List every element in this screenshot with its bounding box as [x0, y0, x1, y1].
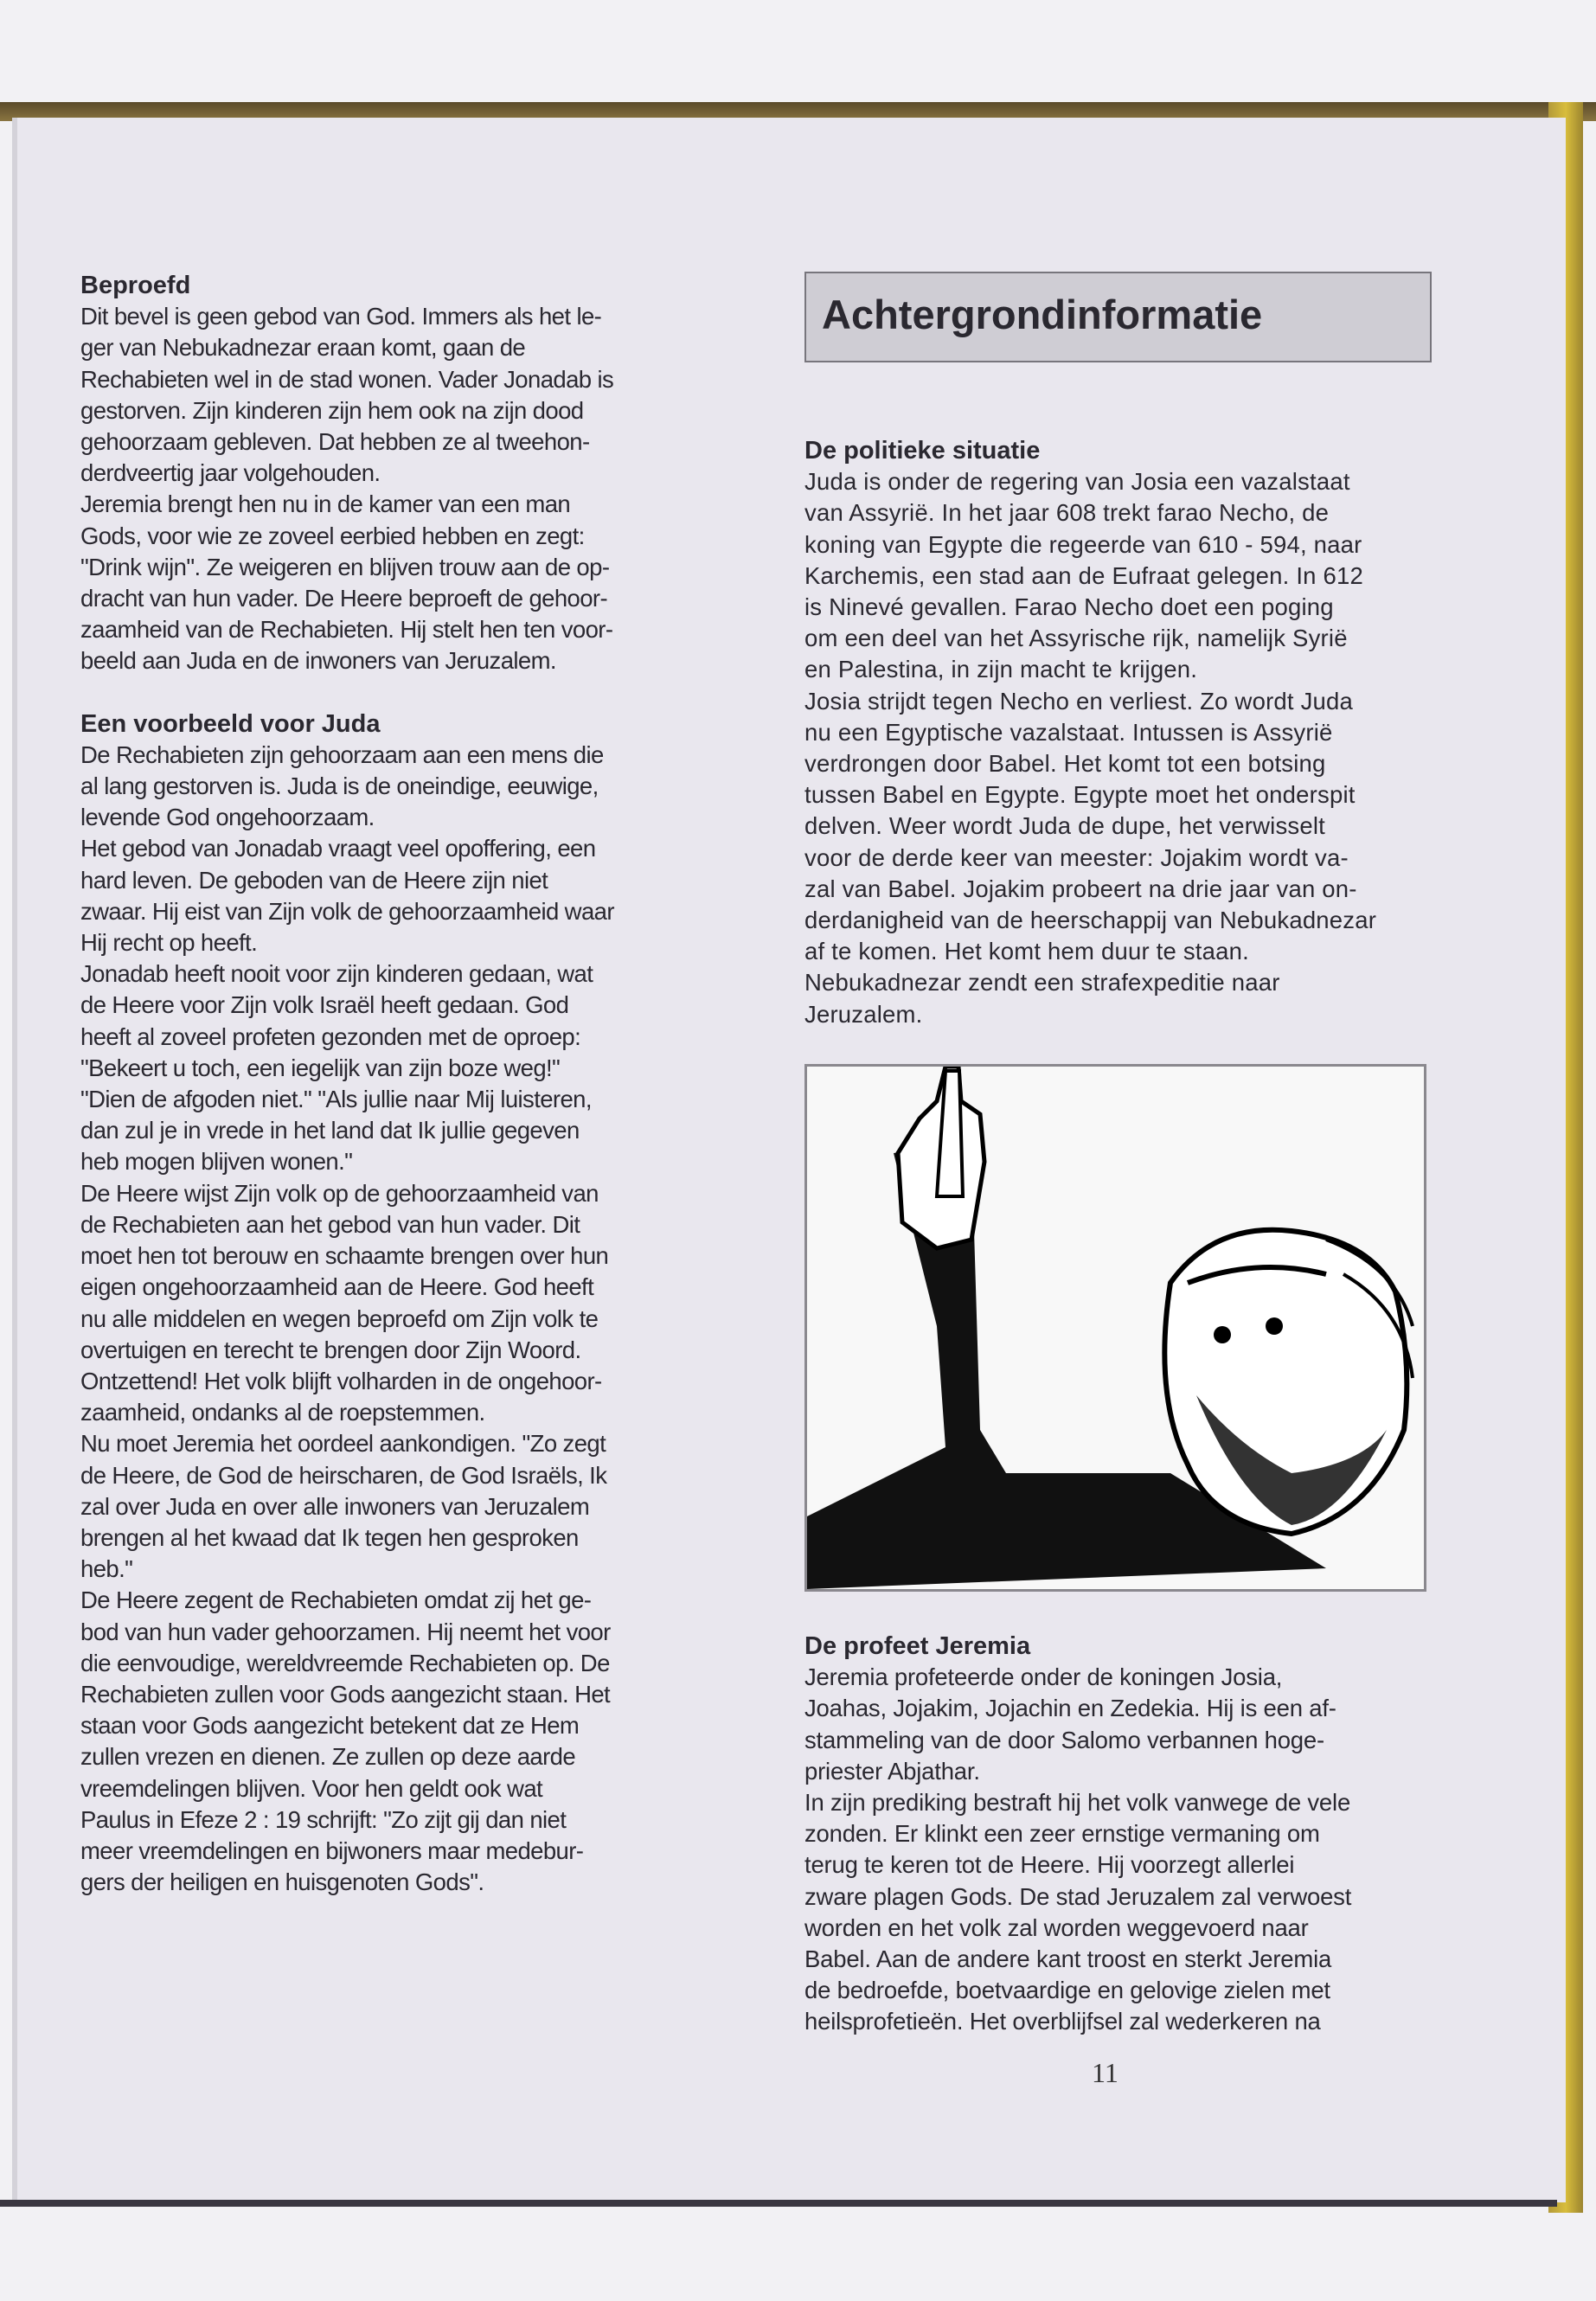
text-line: die eenvoudige, wereldvreemde Rechabieten op. De [80, 1649, 610, 1676]
text-line: koning van Egypte die regeerde van 610 - 594, naar [804, 530, 1362, 558]
text-line: van Assyrië. In het jaar 608 trekt farao Necho, de [804, 499, 1330, 527]
box-title: Achtergrondinformatie [822, 292, 1263, 337]
text-line: dan zul je in vrede in het land dat Ik jullie gegeven [80, 1117, 580, 1144]
text-line: "Dien de afgoden niet." "Als jullie naar Mij luisteren, [80, 1086, 592, 1113]
text-line: Rechabieten zullen voor Gods aangezicht staan. Het [80, 1680, 611, 1708]
text-line: de Heere voor Zijn volk Israël heeft gedaan. God [80, 991, 569, 1019]
text-line: zonden. Er klinkt een zeer ernstige vermaning om [804, 1820, 1320, 1848]
text-line: terug te keren tot de Heere. Hij voorzegt allerlei [804, 1851, 1295, 1879]
text-line: vreemdelingen blijven. Voor hen geldt ook wat [80, 1774, 543, 1802]
text-line: heeft al zoveel profeten gezonden met de oproep: [80, 1022, 581, 1050]
text-line: De Heere zegent de Rechabieten omdat zij het ge- [80, 1586, 592, 1614]
text-line: brengen al het kwaad dat Ik tegen hen gesproken [80, 1523, 579, 1551]
text-line: Jeremia brengt hen nu in de kamer van een man [80, 490, 571, 518]
text-line: tussen Babel en Egypte. Egypte moet het onderspit [804, 781, 1356, 809]
text-line: de bedroefde, boetvaardige en gelovige zielen met [804, 1977, 1330, 2004]
section-body [804, 466, 1376, 1030]
text-line: priester Abjathar. [804, 1757, 980, 1785]
right-column-politics [804, 435, 1376, 1030]
text-line: levende God ongehoorzaam. [80, 804, 375, 831]
text-line: "Drink wijn". Ze weigeren en blijven trouw aan de op- [80, 553, 610, 580]
text-line: derdanigheid van de heerschappij van Nebukadnezar [804, 907, 1377, 934]
right-column-jeremiah [804, 1631, 1351, 2038]
text-line: Nebukadnezar zendt een strafexpeditie naar [804, 969, 1280, 997]
section-heading: Beproefd [80, 272, 191, 299]
text-line: bod van hun vader gehoorzamen. Hij neemt het voor [80, 1618, 611, 1645]
text-line: gehoorzaam gebleven. Dat hebben ze al tweehon- [80, 428, 590, 456]
text-line: de Heere, de God de heirscharen, de God Israëls, Ik [80, 1461, 607, 1489]
text-line: al lang gestorven is. Juda is de oneindige, eeuwige, [80, 772, 599, 800]
text-line: heb mogen blijven wonen." [80, 1148, 353, 1176]
page-number: 11 [1092, 2057, 1118, 2088]
text-line: derdveertig jaar volgehouden. [80, 459, 381, 487]
text-line: verdrongen door Babel. Het komt tot een botsing [804, 750, 1326, 778]
text-line: hard leven. De geboden van de Heere zijn niet [80, 866, 548, 894]
text-line: eigen ongehoorzaamheid aan de Heere. God heeft [80, 1273, 594, 1301]
text-line: Dit bevel is geen gebod van God. Immers als het le- [80, 303, 602, 330]
section-heading: Een voorbeeld voor Juda [80, 709, 381, 738]
text-line: beeld aan Juda en de inwoners van Jeruzalem. [80, 647, 556, 675]
text-line: zaamheid, ondanks al de roepstemmen. [80, 1399, 485, 1426]
text-line: ger van Nebukadnezar eraan komt, gaan de [80, 334, 526, 362]
text-line: delven. Weer wordt Juda de dupe, het verwisselt [804, 812, 1325, 840]
background-info-title-box [804, 272, 1432, 362]
text-line: zware plagen Gods. De stad Jeruzalem zal verwoest [804, 1882, 1352, 1910]
text-line: Nu moet Jeremia het oordeel aankondigen. "Zo zegt [80, 1430, 606, 1458]
text-line: worden en het volk zal worden weggevoerd naar [804, 1913, 1309, 1941]
section-heading: De politieke situatie [804, 437, 1041, 465]
text-line: heb." [80, 1555, 133, 1583]
text-line: is Ninevé gevallen. Farao Necho doet een poging [804, 593, 1334, 621]
text-line: zwaar. Hij eist van Zijn volk de gehoorzaamheid waar [80, 897, 614, 925]
text-line: heilsprofetieën. Het overblijfsel zal wederkeren na [804, 2008, 1321, 2035]
text-line: om een deel van het Assyrische rijk, namelijk Syrië [804, 625, 1348, 652]
section-heading: De profeet Jeremia [804, 1632, 1031, 1660]
section-body [804, 1662, 1351, 2037]
text-line: nu een Egyptische vazalstaat. Intussen is Assyrië [804, 718, 1333, 746]
text-line: dracht van hun vader. De Heere beproeft de gehoor- [80, 585, 608, 612]
text-line: af te komen. Het komt hem duur te staan. [804, 938, 1249, 965]
text-line: meer vreemdelingen en bijwoners maar medebur- [80, 1836, 584, 1864]
text-line: Rechabieten wel in de stad wonen. Vader Jonadab is [80, 365, 614, 393]
text-line: Joahas, Jojakim, Jojachin en Zedekia. Hij is een af- [804, 1695, 1336, 1722]
text-line: Gods, voor wie ze zoveel eerbied hebben en zegt: [80, 522, 585, 549]
text-line: staan voor Gods aangezicht betekent dat ze Hem [80, 1712, 580, 1740]
text-line: Babel. Aan de andere kant troost en sterkt Jeremia [804, 1945, 1332, 1973]
text-line: gers der heiligen en huisgenoten Gods". [80, 1868, 484, 1896]
text-line: In zijn prediking bestraft hij het volk vanwege de vele [804, 1789, 1351, 1817]
text-line: zaamheid van de Rechabieten. Hij stelt hen ten voor- [80, 616, 613, 644]
text-line: Jonadab heeft nooit voor zijn kinderen gedaan, wat [80, 960, 593, 988]
text-line: Josia strijdt tegen Necho en verliest. Zo wordt Juda [804, 687, 1354, 715]
text-line: Juda is onder de regering van Josia een vazalstaat [804, 468, 1350, 496]
text-line: nu alle middelen en wegen beproefd om Zijn volk te [80, 1304, 599, 1332]
text-line: Karchemis, een stad aan de Eufraat gelegen. In 612 [804, 561, 1363, 589]
book-edge-bottom [0, 2200, 1557, 2207]
text-line: Paulus in Efeze 2 : 19 schrijft: "Zo zijt gij dan niet [80, 1805, 567, 1833]
left-column [80, 270, 614, 1898]
text-line: moet hen tot berouw en schaamte brengen over hun [80, 1242, 609, 1270]
text-line: zullen vrezen en dienen. Ze zullen op deze aarde [80, 1743, 576, 1771]
text-line: Jeruzalem. [804, 1000, 923, 1028]
text-line: Jeremia profeteerde onder de koningen Josia, [804, 1663, 1283, 1691]
text-line: gestorven. Zijn kinderen zijn hem ook na zijn dood [80, 396, 584, 424]
text-line: Ontzettend! Het volk blijft volharden in de ongehoor- [80, 1367, 602, 1394]
text-line: voor de derde keer van meester: Jojakim wordt va- [804, 843, 1349, 871]
text-line: zal van Babel. Jojakim probeert na drie jaar van on- [804, 875, 1357, 902]
section-body [80, 301, 614, 676]
text-line: Hij recht op heeft. [80, 929, 258, 957]
prophet-illustration [804, 1064, 1426, 1592]
section-body [80, 740, 614, 1899]
text-line: "Bekeert u toch, een iegelijk van zijn boze weg!" [80, 1054, 561, 1081]
text-line: De Rechabieten zijn gehoorzaam aan een mens die [80, 740, 604, 768]
text-line: Het gebod van Jonadab vraagt veel opoffering, een [80, 835, 596, 862]
text-line: De Heere wijst Zijn volk op de gehoorzaamheid van [80, 1179, 599, 1207]
text-line: en Palestina, in zijn macht te krijgen. [804, 656, 1198, 683]
text-line: de Rechabieten aan het gebod van hun vader. Dit [80, 1210, 580, 1238]
text-line: stammeling van de door Salomo verbannen hoge- [804, 1726, 1324, 1753]
text-line: overtuigen en terecht te brengen door Zijn Woord. [80, 1336, 581, 1363]
text-line: zal over Juda en over alle inwoners van Jeruzalem [80, 1492, 590, 1520]
